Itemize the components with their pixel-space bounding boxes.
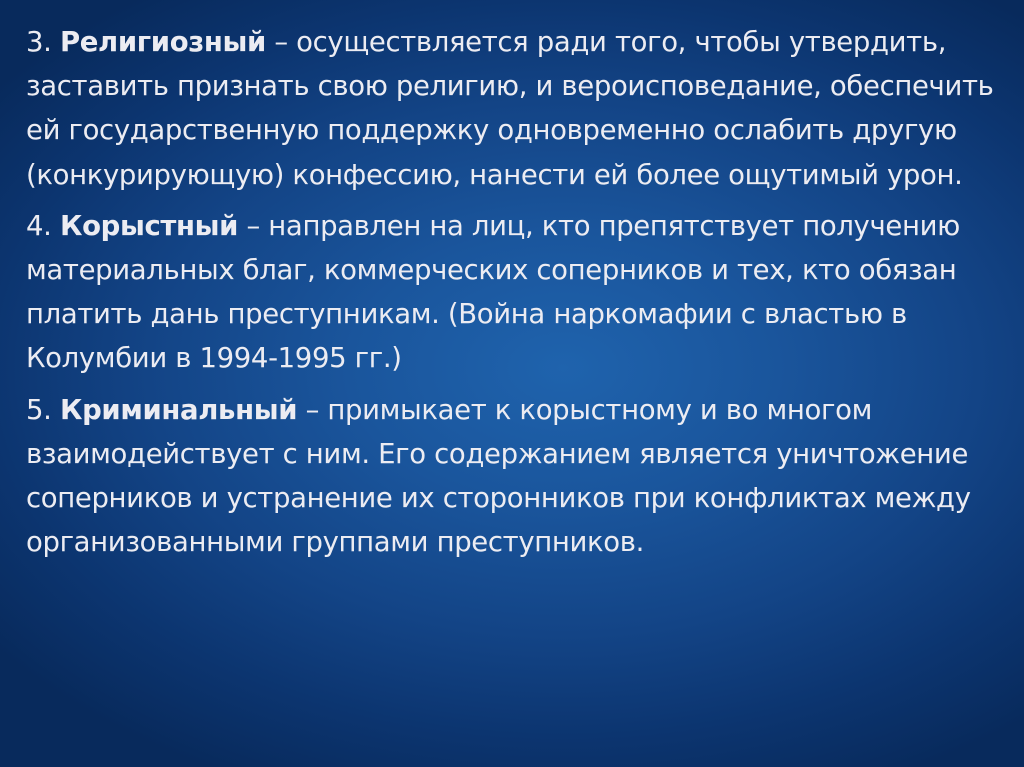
item-text: – осуществляется ради того, чтобы утвердить, заставить признать свою религию, и вероисповедание, обеспечить ей государственную поддержку одновременно ослабить другую (конкурирующую) конфессию, нанести ей более ощутимый урон.: [26, 26, 994, 191]
item-term: Криминальный: [59, 393, 298, 426]
paragraph-criminal: [26, 388, 1001, 565]
item-text: – направлен на лиц, кто препятствует получению материальных благ, коммерческих соперников и тех, кто обязан платить дань преступникам. (Война наркомафии с властью в Колумбии в 1994-1995 гг.): [26, 209, 960, 375]
slide-content: [26, 20, 1001, 564]
item-text: – примыкает к корыстному и во многом взаимодействует с ним. Его содержанием является уничтожение соперников и устранение их сторонников при конфликтах между организованными группами преступников.: [26, 393, 971, 559]
item-term: Корыстный: [59, 209, 239, 242]
item-number: 5.: [26, 393, 52, 426]
item-number: 4.: [26, 209, 52, 242]
paragraph-religious: [26, 20, 1001, 197]
item-term: Религиозный: [59, 26, 266, 58]
paragraph-mercenary: [26, 204, 1001, 381]
item-number: 3.: [26, 26, 52, 58]
